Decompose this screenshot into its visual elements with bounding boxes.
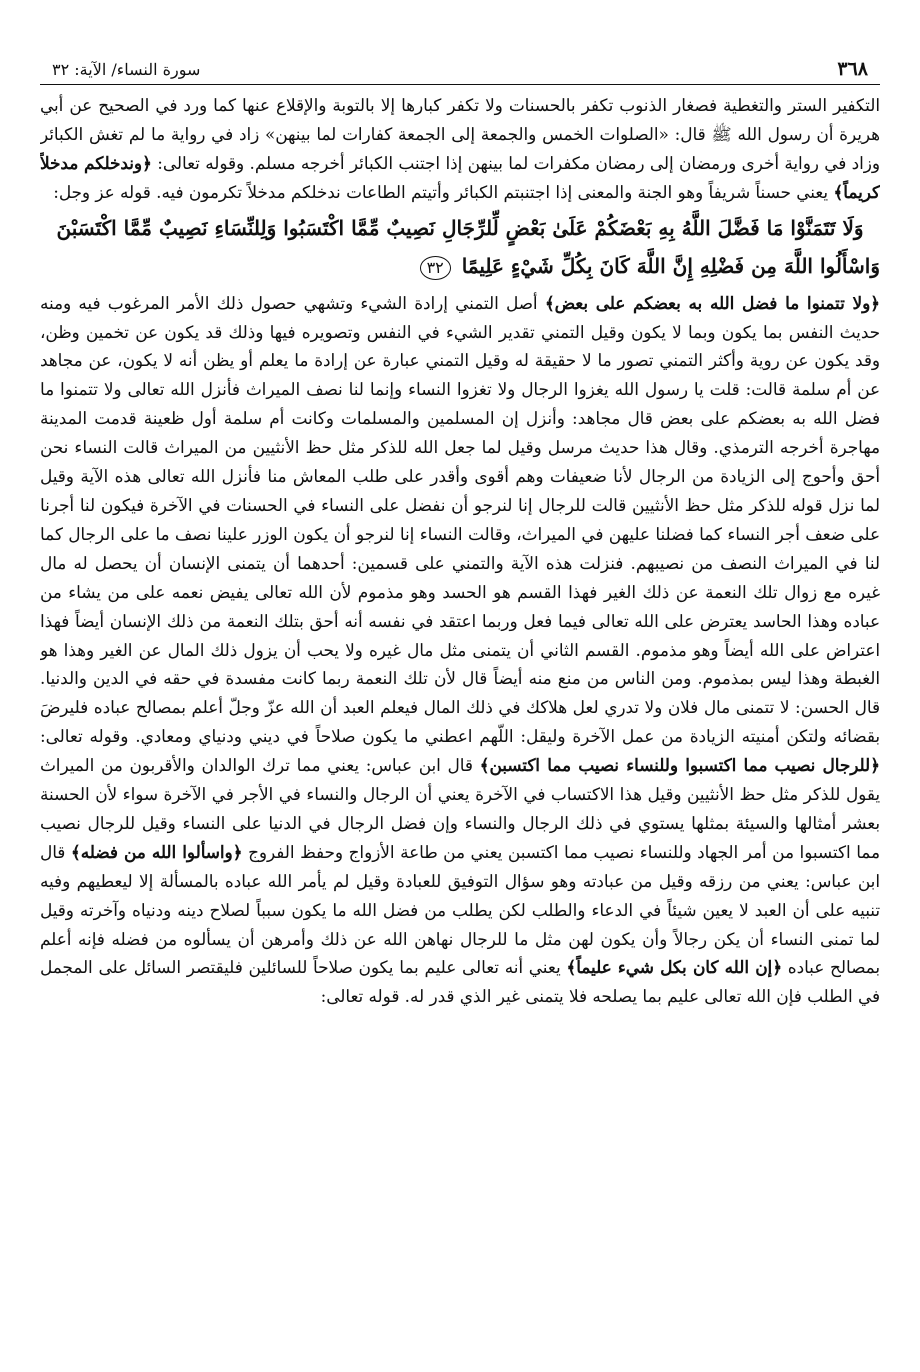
body-text <box>40 91 880 1011</box>
quran-quote: ﴿وندخلكم مدخلاً كريماً﴾ <box>40 152 880 202</box>
text-run: يعني أنه تعالى عليم بما يكون صلاحاً للسائلين فليقتصر السائل على المجمل في الطلب فإن الله تعالى عليم بما يصلحه فلا يتمنى غير الذي قدر له. قوله تعالى: <box>40 957 880 1007</box>
text-run: قال ابن عباس: يعني مما ترك الوالدان والأقربون من الميراث يقول للذكر مثل حظ الأنثيين وقيل هذا الاكتساب في الآخرة يعني أن الرجال والنساء في الأجر في الآخرة سواء لأن الحسنة بعشر أمثالها والسيئة بمثلها يستوي في ذلك الرجال والنساء وإن فضل الرجال في الدنيا على النساء وقيل للرجال نصيب مما اكتسبوا من أمر الجهاد وللنساء نصيب مما اكتسبن يعني من طاعة الأزواج وحفظ الفروج <box>40 755 880 862</box>
book-page <box>40 56 880 1346</box>
text-run: يعني حسناً شريفاً وهو الجنة والمعنى إذا اجتنبتم الكبائر وأتيتم الطاعات ندخلكم مدخلاً تكرمون فيه. قوله عز وجل: <box>53 181 834 202</box>
verse-text: وَلَا تَتَمَنَّوْا مَا فَضَّلَ اللَّهُ بِهِ بَعْضَكُمْ عَلَىٰ بَعْضٍ لِّلرِّجَالِ نَصِيبٌ مِّمَّا اكْتَسَبُوا وَلِلنِّسَاءِ نَصِيبٌ مِّمَّا اكْتَسَبْنَ وَاسْأَلُوا اللَّهَ مِن فَضْلِهِ إِنَّ اللَّهَ كَانَ بِكُلِّ شَيْءٍ عَلِيمًا <box>56 215 880 278</box>
text-run: أصل التمني إرادة الشيء وتشهي حصول ذلك الأمر المرغوب فيه ومنه حديث النفس بما يكون وبما لا يكون وقيل التمني تقدير الشيء في النفس وتصويره فيها وذلك قد يكون عن تخمين وظن، وقد يكون عن روية وأكثر التمني تصور ما لا حقيقة له وقيل التمني عبارة عن إرادة ما يعلم أو يظن أنه لا يكون، عن مجاهد عن أم سلمة قالت: قلت يا رسول الله يغزوا الرجال ولا تغزوا النساء وإنما لنا نصف الميراث فأنزل الله تعالى ولا تتمنوا ما فضل الله به بعضكم على بعض قال مجاهد: وأنزل إن المسلمين والمسلمات وكانت أم سلمة أول ظعينة قدمت المدينة مهاجرة أخرجه الترمذي. وقال هذا حديث مرسل وقيل لما جعل الله للذكر مثل حظ الأنثيين من الميراث قالت النساء نحن أحق وأحوج إلى الزيادة من الرجال لأنا ضعيفات وهم أقوى وأقدر على طلب المعاش منا فأنزل الله تعالى هذه الآية وقيل لما نزل قوله للذكر مثل حظ الأنثيين قالت للرجال إنا لنرجو أن نفضل على النساء في الحسنات في الآخرة فيكون لنا أجرنا على ضعف أجر النساء كما فضلنا عليهن في الميراث، وقالت النساء إنا لنرجو أن يكون الوزر علينا نصف ما على الرجال كما لنا في الميراث النصف من نصيبهم. فنزلت هذه الآية والتمني على قسمين: أحدهما أن يتمنى الإنسان أن يحصل له مال غيره مع زوال تلك النعمة عن ذلك الغير فهذا القسم هو الحسد وهو مذموم لأن الله تعالى يفيض نعمه على من يشاء من عباده وهذا الحاسد يعترض على الله تعالى فيما فعل وربما اعتقد في نفسه أنه أحق بتلك النعمة من ذلك الإنسان أيضاً فهذا اعتراض على الله أيضاً وهو مذموم. القسم الثاني أن يتمنى مثل مال غيره ولا يحب أن يزول ذلك المال عن الغير وهذا هو الغبطة وهذا ليس بمذموم. ومن الناس من منع منه أيضاً قال لأن تلك النعمة ربما كانت مفسدة في حقه في الدين والدنيا. قال الحسن: لا تتمنى مال فلان ولا تدري لعل هلاكك في ذلك المال فيعلم العبد أن الله عزّ وجلّ أعلم بمصالح عباده فليرضَ بقضائه ولتكن أمنيته الزيادة من عمل الآخرة وليقل: اللّهم اعطني ما يكون صلاحاً في ديني ودنياي ومعادي. وقوله تعالى: <box>40 292 880 747</box>
page-number: ٣٦٨ <box>837 58 868 80</box>
paragraph-intro <box>40 91 880 207</box>
verse-number: ٣٢ <box>420 256 451 280</box>
paragraph-commentary <box>40 289 880 1012</box>
quran-quote: ﴿إن الله كان بكل شيء عليماً﴾ <box>566 957 783 978</box>
text-run: التكفير الستر والتغطية فصغار الذنوب تكفر بالحسنات ولا تكفر كبارها إلا بالتوبة والإقلاع عنها كما ورد في الصحيح عن أبي هريرة أن رسول الله ﷺ قال: «الصلوات الخمس والجمعة إلى الجمعة كفارات لما بينهن» زاد في رواية ما لم تغش الكبائر وزاد في رواية أخرى ورمضان إلى رمضان مكفرات لما بينهن إذا اجتنب الكبائر أخرجه مسلم. وقوله تعالى: <box>40 95 880 173</box>
text-run: قال ابن عباس: يعني من رزقه وقيل من عبادته وهو سؤال التوفيق للعبادة وقيل لم يأمر الله عباده بالمسألة إلا ليعطيهم وفيه تنبيه على أن العبد لا يعين شيئاً في الدعاء والطلب لكن يطلب من فضل الله ما يكون سبباً لصلاح دينه ودنياه وآخرته وقيل لما تمنى النساء أن يكن رجالاً وأن يكون لهن مثل ما للرجال نهاهن الله عن ذلك وأمرهن أن يسألوه من فضله فإنه أعلم بمصالح عباده <box>40 841 880 978</box>
running-head: سورة النساء/ الآية: ٣٢ <box>52 60 201 79</box>
quran-verse <box>40 209 880 285</box>
page-header <box>40 56 880 85</box>
quran-quote: ﴿للرجال نصيب مما اكتسبوا وللنساء نصيب مما اكتسبن﴾ <box>479 755 880 776</box>
quran-quote: ﴿واسألوا الله من فضله﴾ <box>70 841 243 862</box>
quran-quote: ﴿ولا تتمنوا ما فضل الله به بعضكم على بعض﴾ <box>544 292 880 313</box>
